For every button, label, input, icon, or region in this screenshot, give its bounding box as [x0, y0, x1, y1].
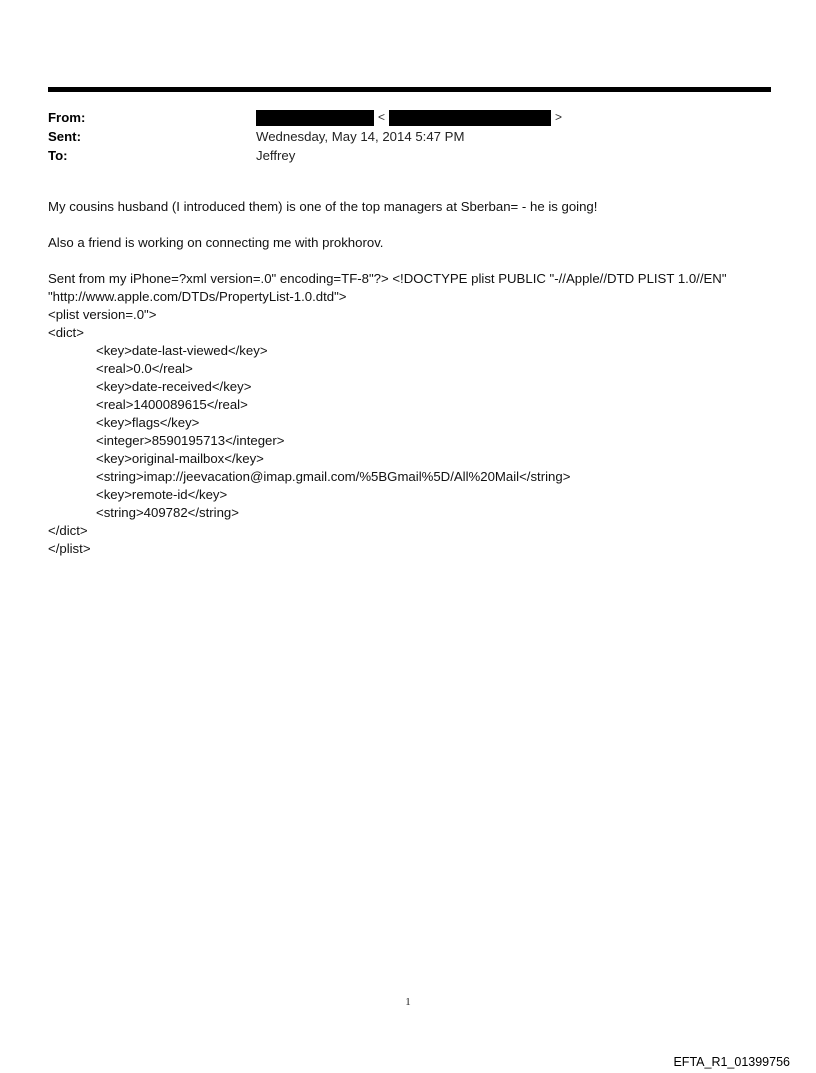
sent-label: Sent: — [48, 129, 81, 144]
xml-line: <key>date-last-viewed</key> — [96, 343, 268, 358]
from-close-bracket: > — [555, 110, 563, 124]
xml-line: <integer>8590195713</integer> — [96, 433, 285, 448]
xml-line: <key>date-received</key> — [96, 379, 252, 394]
body-paragraph: Also a friend is working on connecting me with prokhorov. — [48, 235, 384, 250]
from-open-bracket: < — [378, 110, 386, 124]
xml-line: <key>remote-id</key> — [96, 487, 228, 502]
email-header — [48, 108, 768, 165]
xml-line: <string>409782</string> — [96, 505, 239, 520]
to-value: Jeffrey — [256, 148, 296, 163]
redaction-block — [389, 110, 551, 126]
from-value — [256, 108, 566, 127]
sent-value: Wednesday, May 14, 2014 5:47 PM — [256, 129, 465, 144]
xml-line: </dict> — [48, 523, 88, 538]
from-row — [48, 108, 768, 127]
xml-line: "http://www.apple.com/DTDs/PropertyList-1.0.dtd"> — [48, 289, 347, 304]
xml-line: <real>0.0</real> — [96, 361, 193, 376]
xml-line: <key>original-mailbox</key> — [96, 451, 264, 466]
email-body — [48, 198, 788, 558]
from-label: From: — [48, 110, 86, 125]
xml-line: Sent from my iPhone=?xml version=.0" encoding=TF-8"?> <!DOCTYPE plist PUBLIC "-//Apple//DTD PLIST 1.0//EN" — [48, 271, 727, 286]
xml-line: <dict> — [48, 325, 84, 340]
page-number: 1 — [405, 996, 411, 1008]
header-rule — [48, 87, 771, 92]
to-label: To: — [48, 148, 68, 163]
bates-number: EFTA_R1_01399756 — [673, 1055, 790, 1069]
xml-line: <key>flags</key> — [96, 415, 200, 430]
redaction-block — [256, 110, 374, 126]
xml-line: <plist version=.0"> — [48, 307, 157, 322]
body-paragraph: My cousins husband (I introduced them) is one of the top managers at Sberban= - he is going! — [48, 199, 598, 214]
xml-line: </plist> — [48, 541, 91, 556]
sent-row — [48, 127, 768, 146]
xml-line: <real>1400089615</real> — [96, 397, 248, 412]
xml-line: <string>imap://jeevacation@imap.gmail.com/%5BGmail%5D/All%20Mail</string> — [96, 469, 571, 484]
to-row — [48, 146, 768, 165]
